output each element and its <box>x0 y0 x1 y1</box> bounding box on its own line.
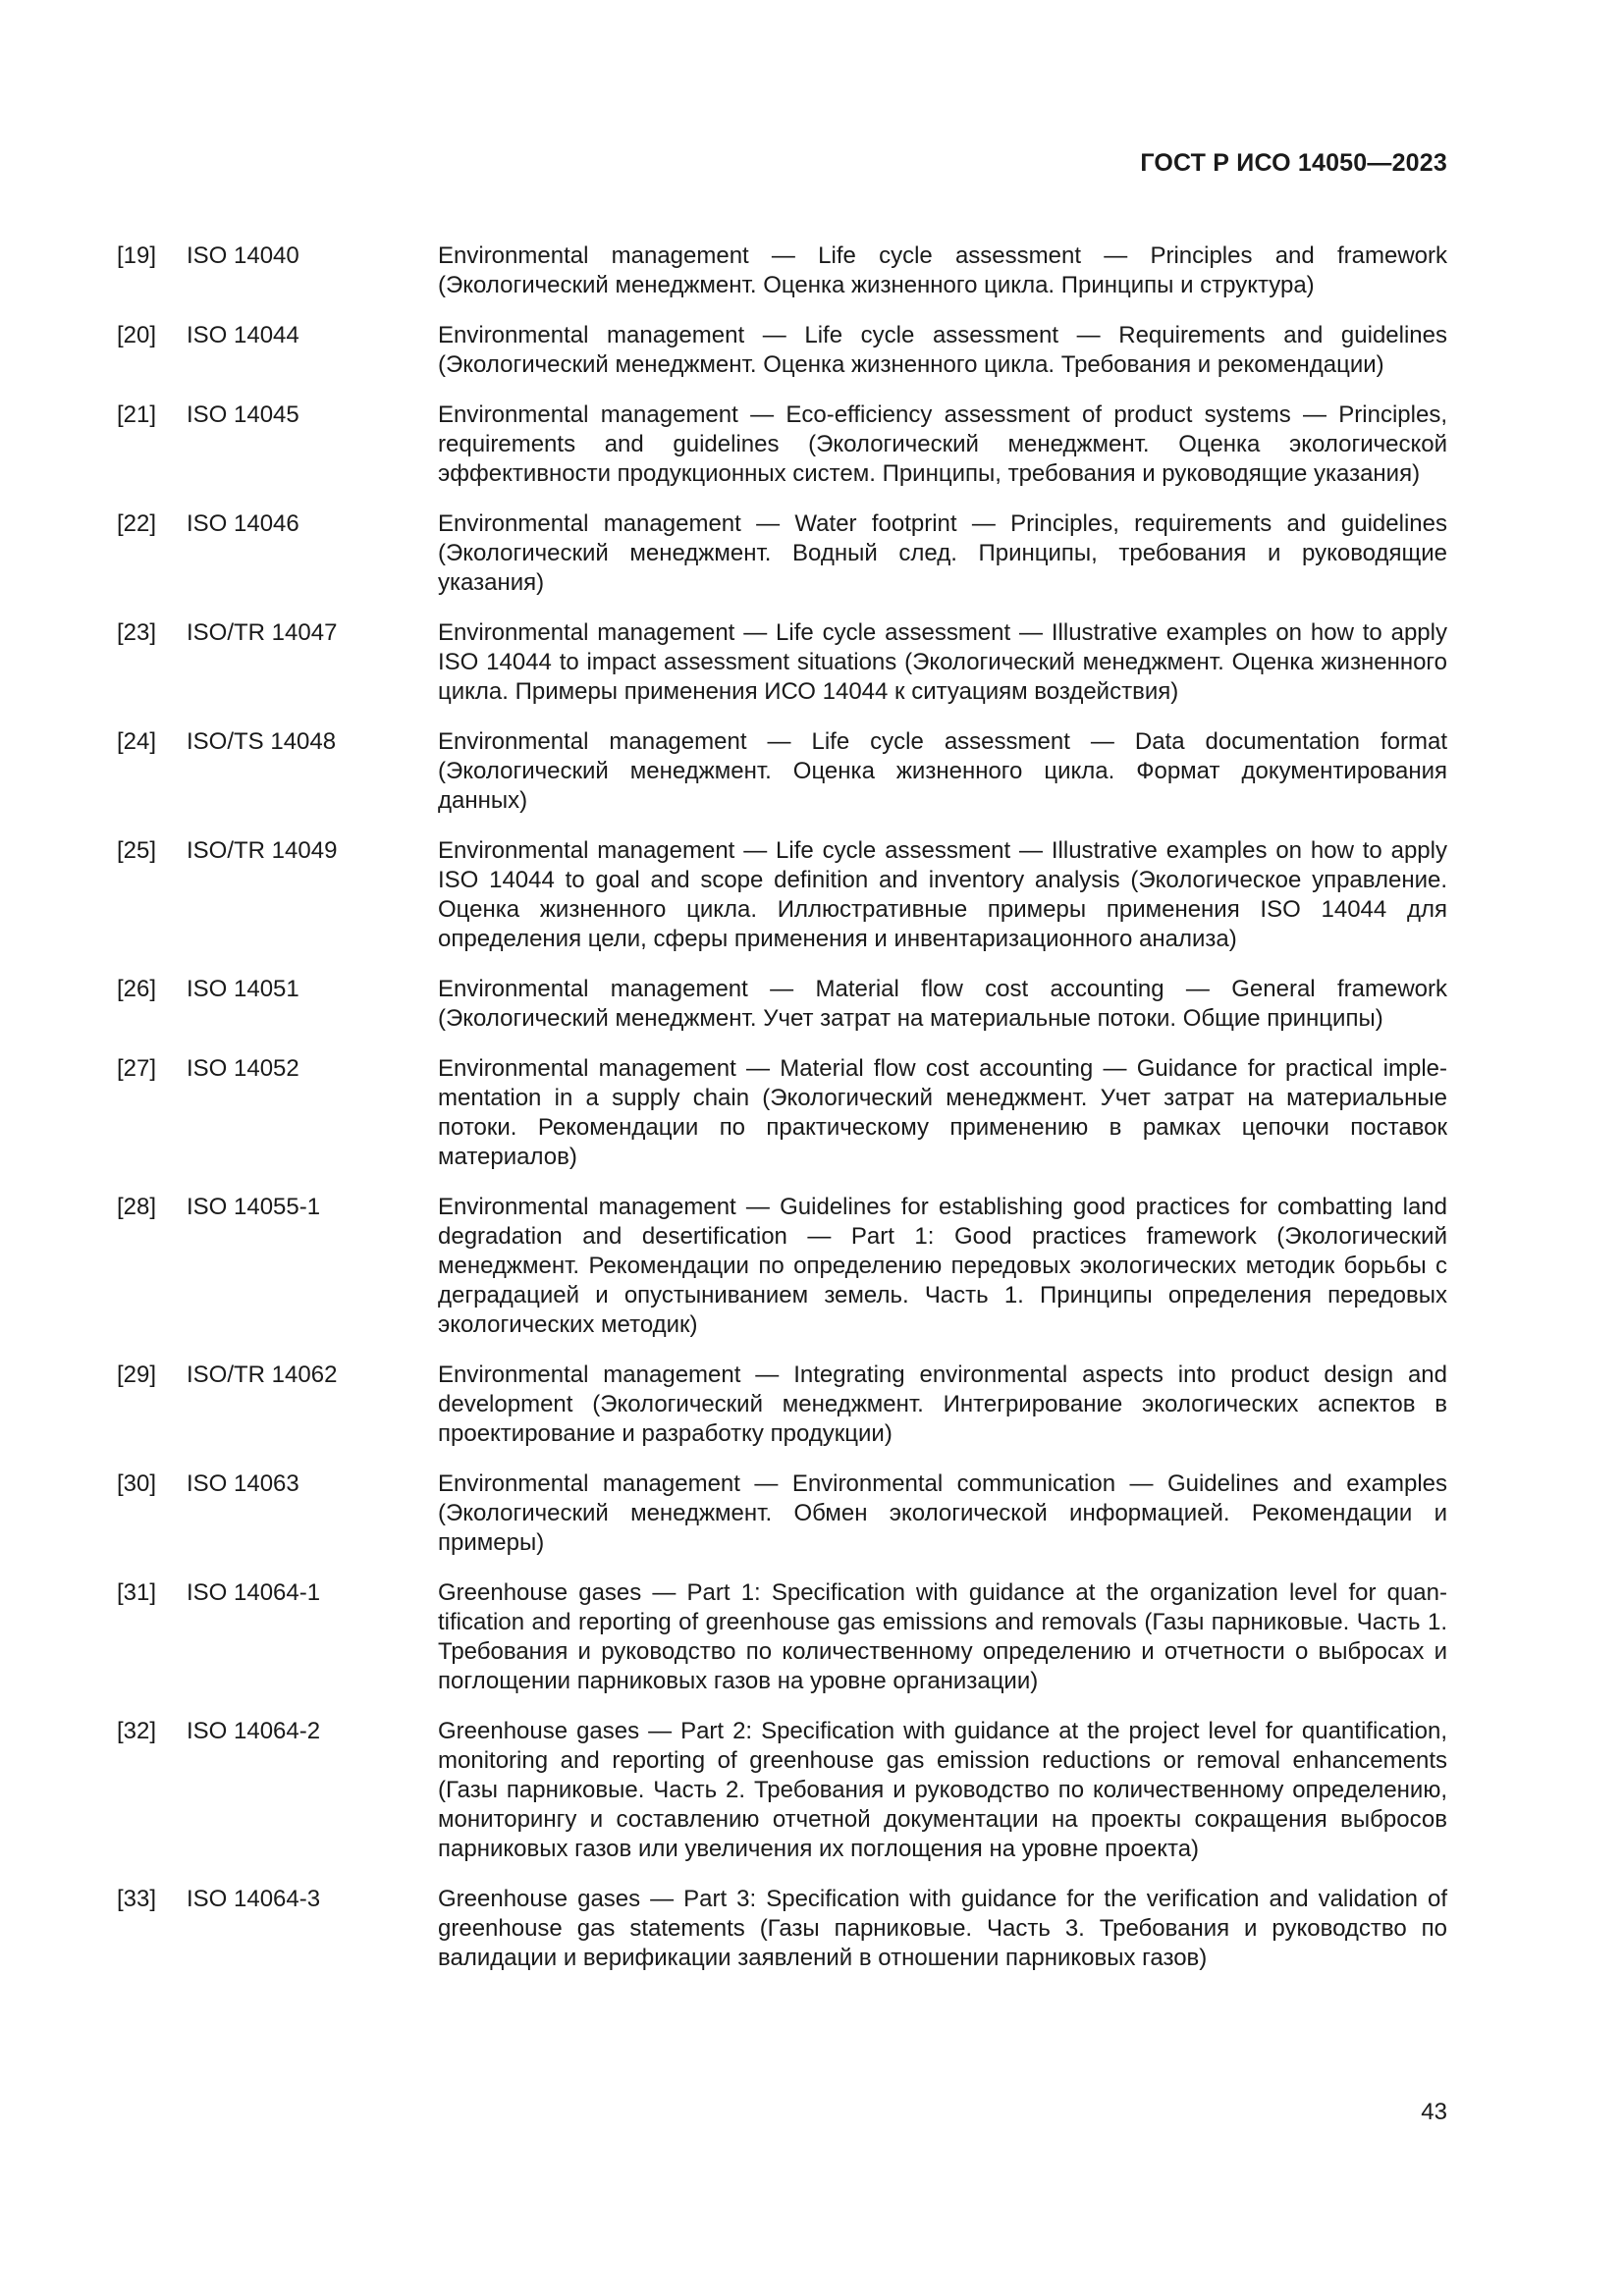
bibliography-entry <box>117 1578 1447 1696</box>
entry-number: [20] <box>117 322 157 348</box>
standard-code: ISO 14040 <box>187 242 299 269</box>
standard-code: ISO 14064-1 <box>187 1579 321 1606</box>
standard-code: ISO 14045 <box>187 401 299 428</box>
bibliography-entry <box>117 836 1447 954</box>
standard-title: Environmental management — Environmental communication — Guidelines and examples (Экологический менеджмент. Обмен экологической информацией. Рекомендации и примеры) <box>438 1470 1447 1556</box>
bibliography-entry <box>117 727 1447 816</box>
bibliography-entry <box>117 1717 1447 1864</box>
bibliography-entry <box>117 1054 1447 1172</box>
standard-title: Environmental management — Life cycle assessment — Requirements and guidelines (Экологический менеджмент. Оценка жизненного цикла. Требования и рекомендации) <box>438 322 1447 378</box>
standard-title: Environmental management — Material flow cost accounting — Guidance for practical implementation in a supply chain (Экологический менеджмент. Учет затрат на материальные потоки. Рекомендации по практическому применению в рамках цепочки поставок материалов) <box>438 1055 1447 1170</box>
page-number: 43 <box>1421 2099 1447 2125</box>
document-header-title: ГОСТ Р ИСО 14050—2023 <box>1140 149 1447 177</box>
standard-title: Environmental management — Material flow cost accounting — General framework (Экологический менеджмент. Учет затрат на материальные потоки. Общие принципы) <box>438 976 1447 1032</box>
entry-number: [29] <box>117 1362 157 1388</box>
standard-title: Greenhouse gases — Part 3: Specification with guidance for the verification and validation of greenhouse gas statements (Газы парниковые. Часть 3. Требования и руководство по валидации и верификации заявлений в отношении парниковых газов) <box>438 1886 1447 1971</box>
standard-code: ISO 14064-3 <box>187 1886 321 1912</box>
bibliography-entry <box>117 400 1447 489</box>
standard-code: ISO 14044 <box>187 322 299 348</box>
standard-title: Environmental management — Guidelines for establishing good practices for combatting land degradation and desertification — Part 1: Good practices framework (Экологический менеджмент. Рекомендации по определению передовых экологических методик борьбы с деградацией и опустыниванием земель. Часть 1. Принципы определения передовых экологических методик) <box>438 1194 1447 1338</box>
standard-title: Greenhouse gases — Part 2: Specification with guidance at the project level for quantification, monitoring and reporting of greenhouse gas emission reductions or removal enhancements (Газы парниковые. Часть 2. Требования и руководство по количественному определению, мониторингу и составлению отчетной документации на проекты сокращения выбросов парниковых газов или увеличения их поглощения на уровне проекта) <box>438 1718 1447 1862</box>
bibliography-entry <box>117 618 1447 707</box>
bibliography-entry <box>117 509 1447 598</box>
entry-number: [24] <box>117 728 157 755</box>
bibliography-entry <box>117 1469 1447 1558</box>
standard-title: Environmental management — Water footprint — Principles, requirements and guidelines (Экологический менеджмент. Водный след. Принципы, требования и руководящие указания) <box>438 510 1447 596</box>
standard-title: Environmental management — Life cycle assessment — Principles and framework (Экологический менеджмент. Оценка жизненного цикла. Принципы и структура) <box>438 242 1447 298</box>
standard-code: ISO 14051 <box>187 976 299 1002</box>
entry-number: [30] <box>117 1470 157 1497</box>
entry-number: [19] <box>117 242 157 269</box>
standard-code: ISO 14052 <box>187 1055 299 1082</box>
standard-code: ISO/TR 14047 <box>187 619 338 646</box>
bibliography-entry <box>117 975 1447 1034</box>
standard-title: Environmental management — Eco-efficiency assessment of product systems — Principles, requirements and guidelines (Экологический менеджмент. Оценка экологической эффективности продукционных систем. Принципы, требования и руководящие указания) <box>438 401 1447 487</box>
bibliography-list <box>117 241 1447 1994</box>
standard-title: Environmental management — Integrating environmental aspects into product design and development (Экологический менеджмент. Интегрирование экологических аспектов в проектирование и разработку продукции) <box>438 1362 1447 1447</box>
entry-number: [25] <box>117 837 157 864</box>
standard-title: Environmental management — Life cycle assessment — Illustrative examples on how to apply ISO 14044 to impact assessment situations (Экологический менеджмент. Оценка жизненного цикла. Примеры применения ИСО 14044 к ситуациям воздействия) <box>438 619 1447 705</box>
entry-number: [26] <box>117 976 157 1002</box>
bibliography-entry <box>117 1361 1447 1449</box>
standard-code: ISO 14063 <box>187 1470 299 1497</box>
entry-number: [21] <box>117 401 157 428</box>
bibliography-entry <box>117 1885 1447 1973</box>
standard-code: ISO 14064-2 <box>187 1718 321 1744</box>
bibliography-entry <box>117 1193 1447 1340</box>
standard-title: Greenhouse gases — Part 1: Specification with guidance at the organization level for quantification and reporting of greenhouse gas emissions and removals (Газы парниковые. Часть 1. Требования и руководство по количественному определению и отчетности о выбросах и поглощении парниковых газов на уровне организации) <box>438 1579 1447 1694</box>
bibliography-entry <box>117 241 1447 300</box>
entry-number: [27] <box>117 1055 157 1082</box>
standard-code: ISO/TR 14049 <box>187 837 338 864</box>
standard-code: ISO/TS 14048 <box>187 728 337 755</box>
standard-code: ISO/TR 14062 <box>187 1362 338 1388</box>
entry-number: [22] <box>117 510 157 537</box>
entry-number: [32] <box>117 1718 157 1744</box>
entry-number: [28] <box>117 1194 157 1220</box>
standard-code: ISO 14055-1 <box>187 1194 321 1220</box>
standard-title: Environmental management — Life cycle assessment — Illustrative examples on how to apply ISO 14044 to goal and scope definition and inventory analysis (Экологическое управление. Оценка жизненного цикла. Иллюстративные примеры применения ISO 14044 для определения цели, сферы применения и инвентаризационного анализа) <box>438 837 1447 952</box>
entry-number: [33] <box>117 1886 157 1912</box>
standard-title: Environmental management — Life cycle assessment — Data documentation format (Экологический менеджмент. Оценка жизненного цикла. Формат документирования данных) <box>438 728 1447 814</box>
standard-code: ISO 14046 <box>187 510 299 537</box>
entry-number: [31] <box>117 1579 157 1606</box>
bibliography-entry <box>117 321 1447 380</box>
entry-number: [23] <box>117 619 157 646</box>
